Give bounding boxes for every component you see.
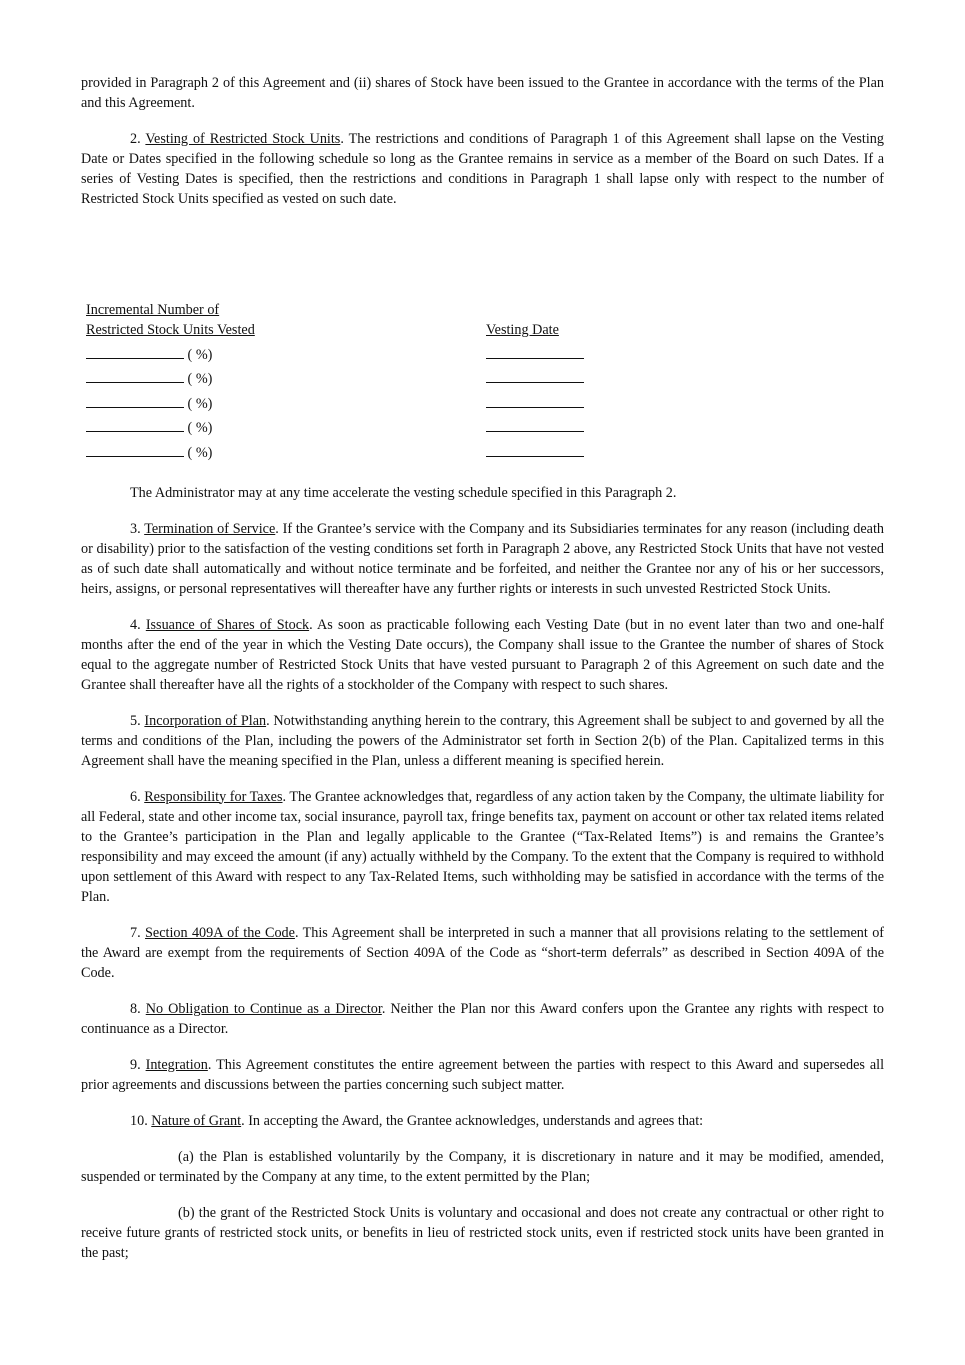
subsection-10b: (b) the grant of the Restricted Stock Units is voluntary and occasional and does not create any contractual or other right to receive future grants of restricted stock units, or benefits in lieu of restricted stock units, even if restricted stock units have been granted in the past; [81,1204,884,1261]
subsection-10a: (a) the Plan is established voluntarily by the Company, it is discretionary in nature and it may be modified, amended, suspended or terminated by the Company at any time, to the extent permitted by the Plan; [81,1148,884,1185]
section-body: . Notwithstanding anything herein to the contrary, this Agreement shall be subject to and governed by all the terms and conditions of the Plan, including the powers of the Administrator set forth in Section 2(b) of the Plan. Capitalized terms in this Agreement shall have the meaning specified in the Plan, unless a different meaning is specified herein. [81,712,885,769]
section-body: . The Grantee acknowledges that, regardless of any action taken by the Company, the ultimate liability for all Federal, state and other income tax, social insurance, payroll tax, fringe benefits tax, payment on account or other tax related items related to the Grantee’s participation in the Plan and legally applicable to the Grantee (“Tax-Related Items”) is and remains the Grantee’s responsibility and may exceed the amount (if any) actually withheld by the Company. To the extent that the Company is required to withhold upon settlement of this Award with respect to any Tax-Related Items, such withholding may be satisfied in accordance with the terms of the Plan. [81,788,885,905]
document-page [81,73,884,1279]
schedule-row [86,414,584,439]
date-blank-line[interactable] [486,368,584,383]
section-9-integration [81,1055,884,1095]
section-body: . In accepting the Award, the Grantee acknowledges, understands and agrees that: [241,1112,704,1129]
accelerate-paragraph: The Administrator may at any time accelerate the vesting schedule specified in this Paragraph 2. [130,484,677,501]
col1-header-line1: Incremental Number of [86,302,220,318]
section-body: . If the Grantee’s service with the Company and its Subsidiaries terminates for any reason (including death or disability) prior to the satisfaction of the vesting conditions set forth in Paragraph 2 above, any Restricted Stock Units that have not vested as of such date shall automatically and without notice terminate and be forfeited, and neither the Grantee nor any of his or her successors, heirs, assigns, or personal representatives will thereafter have any further rights or interests in such unvested Restricted Stock Units. [81,520,884,597]
units-blank-line[interactable] [86,442,184,457]
units-blank-line[interactable] [86,344,184,359]
percent-label: ( %) [187,420,213,436]
section-heading: Vesting of Restricted Stock Units [145,131,341,147]
schedule-row [86,438,584,463]
intro-paragraph: provided in Paragraph 2 of this Agreement and (ii) shares of Stock have been issued to the Grantee in accordance with the terms of the Plan and this Agreement. [81,75,884,111]
section-heading: Responsibility for Taxes [144,788,283,805]
section-body: . This Agreement shall be interpreted in such a manner that all provisions relating to the settlement of the Award are exempt from the requirements of Section 409A of the Code as “short-term deferrals” as described in Section 409A of the Code. [81,924,885,981]
section-number: 10. [130,1112,152,1129]
section-number: 4. [130,616,146,633]
section-heading: Issuance of Shares of Stock [145,616,310,633]
section-number: 2. [130,131,146,147]
section-heading: Incorporation of Plan [144,712,267,729]
percent-label: ( %) [187,395,213,412]
date-blank-line[interactable] [486,393,584,408]
section-heading: Termination of Service [144,520,276,537]
spacer [81,225,884,299]
units-blank-line[interactable] [86,417,184,432]
date-blank-line[interactable] [486,442,584,457]
schedule-row [86,365,584,390]
col1-header-line2: Restricted Stock Units Vested [86,322,255,338]
section-body: . The restrictions and conditions of Paragraph 1 of this Agreement shall lapse on the Vesting Date or Dates specified in the following schedule so long as the Grantee remains in service as a member of the Board on such Dates. If a series of Vesting Dates is specified, then the restrictions and conditions in Paragraph 1 shall lapse only with respect to the number of Restricted Stock Units specified as vested on such date. [81,131,884,207]
section-10-nature-of-grant [81,1111,884,1131]
section-body: . As soon as practicable following each Vesting Date (but in no event later than two and one-half months after the end of the year in which the Vesting Date occurs), the Company shall issue to the Grantee the number of shares of Stock equal to the aggregate number of Restricted Stock Units that have vested pursuant to Paragraph 2 of this Agreement on such date and the Grantee shall thereafter have all the rights of a stockholder of the Company with respect to such shares. [81,616,885,693]
schedule-row [86,340,584,365]
date-blank-line[interactable] [486,344,584,359]
units-blank-line[interactable] [86,393,184,408]
percent-label: ( %) [187,346,213,363]
section-body: . Neither the Plan nor this Award confers upon the Grantee any rights with respect to continuance as a Director. [81,1000,884,1037]
section-number: 5. [130,712,145,729]
section-2-vesting [81,129,884,209]
section-6-taxes [81,787,884,907]
section-heading: Nature of Grant [151,1112,242,1129]
vesting-schedule-table [86,299,584,463]
section-3-termination [81,519,884,599]
schedule-row [86,389,584,414]
section-5-incorporation [81,711,884,771]
percent-label: ( %) [187,444,213,461]
section-number: 8. [130,1000,146,1017]
section-number: 6. [130,788,145,805]
section-heading: Section 409A of the Code [145,924,295,941]
units-blank-line[interactable] [86,368,184,383]
date-blank-line[interactable] [486,417,584,432]
section-heading: Integration [145,1056,208,1073]
section-number: 3. [130,520,145,537]
section-heading: No Obligation to Continue as a Director [145,1000,382,1017]
section-body: . This Agreement constitutes the entire agreement between the parties with respect to this Award and supersedes all prior agreements and discussions between the parties concerning such subject matter. [81,1056,885,1093]
section-number: 9. [130,1056,146,1073]
section-number: 7. [130,924,146,941]
section-7-409a [81,923,884,983]
section-8-no-obligation [81,999,884,1039]
section-4-issuance [81,615,884,695]
col2-header: Vesting Date [486,322,559,338]
percent-label: ( %) [187,371,213,387]
